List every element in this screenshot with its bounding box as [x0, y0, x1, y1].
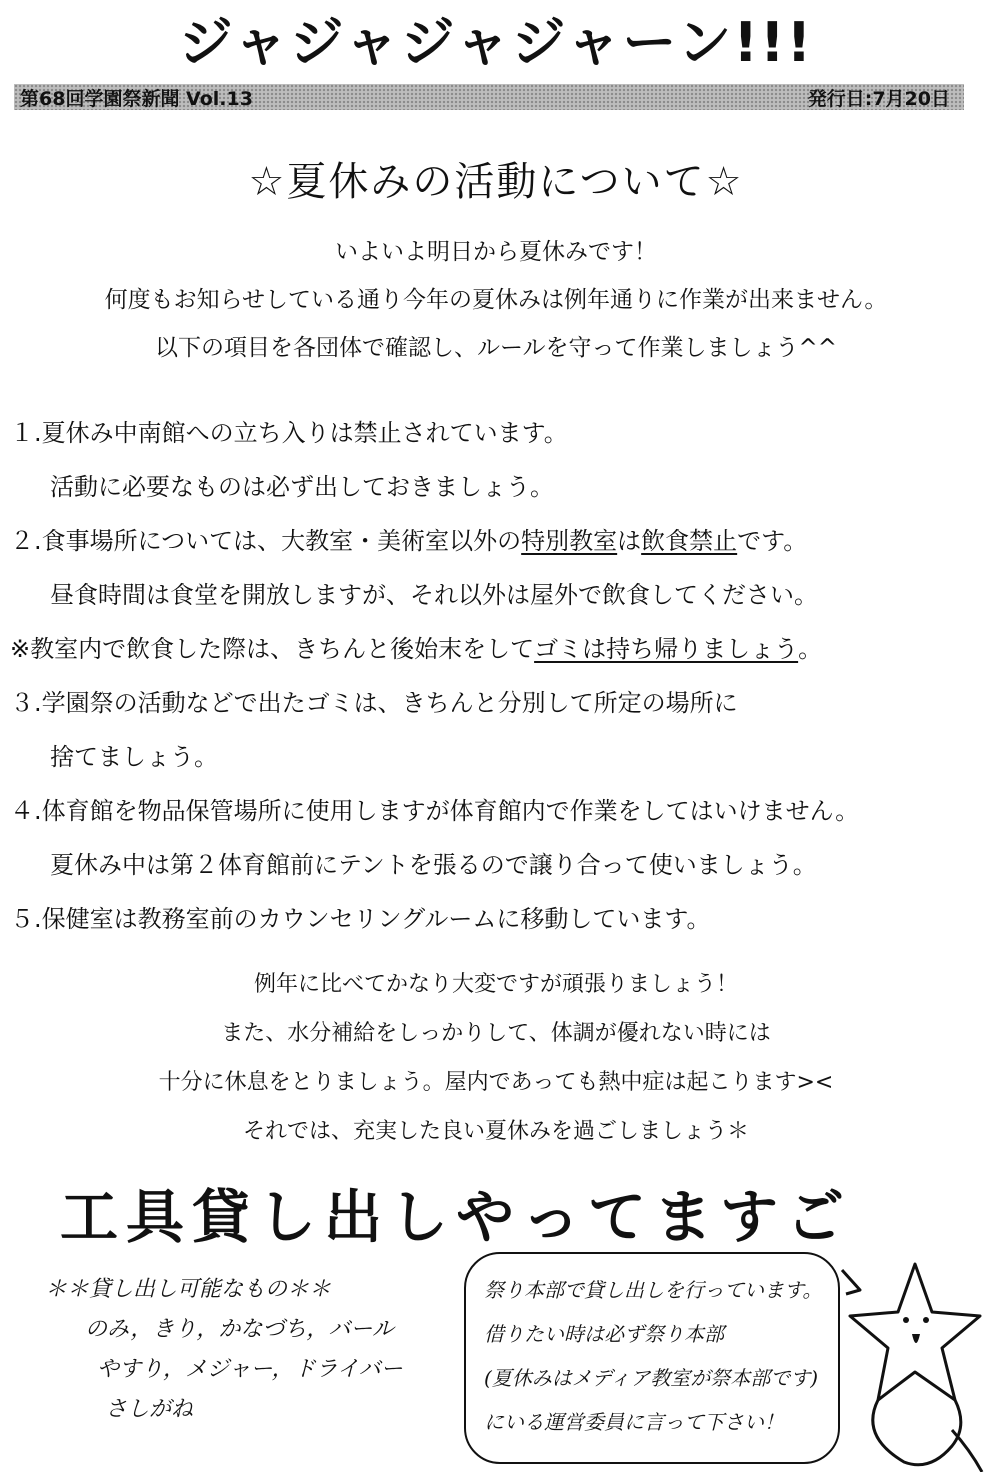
tools-line: やすり，メジャー，ドライバー: [97, 1357, 403, 1382]
rule-3: ３.学園祭の活動などで出たゴミは、きちんと分別して所定の場所に: [10, 689, 738, 717]
star-mascot-icon: [820, 1250, 990, 1472]
rule-4: ４.体育館を物品保管場所に使用しますが体育館内で作業をしてはいけません。: [10, 797, 860, 825]
issue-label: 第68回学園祭新聞 Vol.13: [20, 87, 253, 110]
bubble-line: 祭り本部で貸し出しを行っています。: [484, 1278, 823, 1302]
rule-3-detail: 捨てましょう。: [50, 743, 218, 771]
intro-line: 以下の項目を各団体で確認し、ルールを守って作業しましょう^^: [154, 335, 838, 361]
no-eating-emphasis: 飲食禁止: [641, 527, 738, 555]
intro-line: 何度もお知らせしている通り今年の夏休みは例年通りに作業が出来ません。: [104, 287, 888, 313]
bubble-line: にいる運営委員に言って下さい！: [484, 1410, 784, 1434]
intro-paragraph: [0, 228, 992, 372]
take-trash-home-emphasis: ゴミは持ち帰りましょう: [534, 635, 799, 663]
rule-4-detail: 夏休み中は第２体育館前にテントを張るので譲り合って使いましょう。: [50, 851, 817, 879]
rule-2: [10, 514, 970, 568]
rentable-tools-list: [45, 1270, 403, 1430]
issue-date: 発行日:7月20日: [807, 87, 950, 110]
closing-paragraph: [0, 960, 992, 1156]
tools-line: ＊＊貸し出し可能なもの＊＊: [45, 1277, 332, 1302]
bubble-line: 借りたい時は必ず祭り本部: [484, 1322, 724, 1346]
closing-line: それでは、充実した良い夏休みを過ごしましょう＊: [242, 1119, 749, 1144]
tools-line: さしがね: [105, 1397, 194, 1422]
rule-2-text: です。: [737, 527, 808, 555]
special-classroom-emphasis: 特別教室: [521, 527, 618, 555]
newsletter-title: ジャジャジャジャーン!!!: [178, 11, 814, 74]
rule-2-text: ２.食事場所については、大教室・美術室以外の: [10, 527, 522, 555]
rule-note: [10, 622, 970, 676]
rules-list: [10, 406, 970, 946]
issue-band: [14, 84, 964, 110]
rule-2-text: は: [617, 527, 642, 555]
section-heading: ☆夏休みの活動について☆: [248, 159, 744, 205]
tool-rental-headline: 工具貸し出しやってますご: [60, 1183, 853, 1251]
bubble-line: (夏休みはメディア教室が祭本部です): [484, 1366, 819, 1390]
intro-line: いよいよ明日から夏休みです！: [335, 239, 657, 265]
rule-note-text: 。: [798, 635, 823, 663]
rule-5: ５.保健室は教務室前のカウンセリングルームに移動しています。: [10, 905, 711, 933]
closing-line: 例年に比べてかなり大変ですが頑張りましょう！: [253, 972, 738, 997]
rule-1: １.夏休み中南館への立ち入りは禁止されています。: [10, 419, 568, 447]
rule-2-detail: 昼食時間は食堂を開放しますが、それ以外は屋外で飲食してください。: [50, 581, 818, 609]
tools-line: のみ，きり，かなづち，バール: [85, 1317, 394, 1342]
closing-line: また、水分補給をしっかりして、体調が優れない時には: [221, 1021, 771, 1046]
closing-line: 十分に休息をとりましょう。屋内であっても熱中症は起こります><: [158, 1070, 834, 1095]
rule-1-detail: 活動に必要なものは必ず出しておきましょう。: [50, 473, 554, 501]
speech-bubble: [464, 1252, 840, 1464]
rule-note-text: ※教室内で飲食した際は、きちんと後始末をして: [10, 635, 535, 663]
